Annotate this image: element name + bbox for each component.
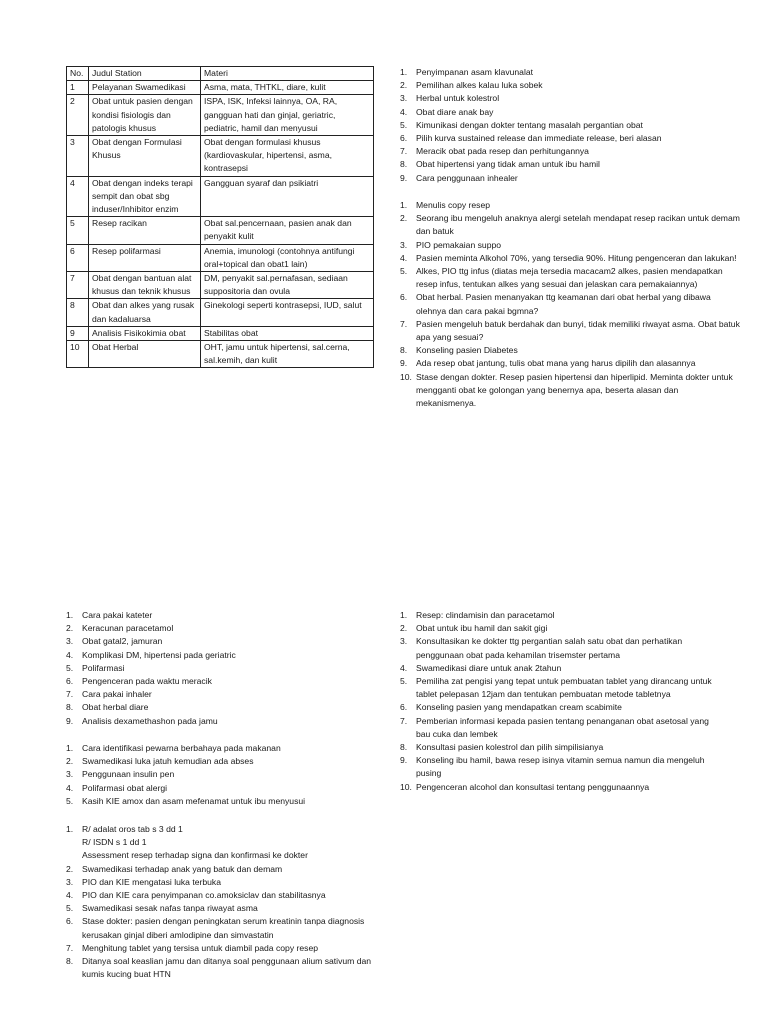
list-item-text: Pengenceran alcohol dan konsultasi tentang penggunaannya — [416, 781, 650, 792]
cell-no: 9 — [67, 326, 89, 340]
cell-judul-station: Obat dengan bantuan alat khusus dan teknik khusus — [89, 272, 201, 299]
list-item-text: Keracunan paracetamol — [82, 623, 174, 634]
list-item-number: 2. — [66, 756, 74, 767]
list-item-number: 9. — [400, 172, 408, 183]
list-item — [66, 955, 376, 981]
list-item-number: 6. — [400, 702, 408, 713]
list-item — [66, 649, 376, 662]
list-item-number: 4. — [400, 252, 408, 263]
list-item-text: Obat untuk ibu hamil dan sakit gigi — [416, 623, 548, 634]
list-item — [400, 635, 720, 661]
list-item-number: 2. — [400, 623, 408, 634]
list-item-number: 3. — [400, 93, 408, 104]
list-item-text: Konseling ibu hamil, bawa resep isinya vitamin semua namun dia mengeluh pusing — [416, 755, 705, 779]
list-item — [400, 741, 720, 754]
list-item-text: Komplikasi DM, hipertensi pada geriatric — [82, 649, 236, 660]
cell-no: 4 — [67, 176, 89, 217]
table-row — [67, 272, 374, 299]
table-body — [67, 81, 374, 368]
list-item — [400, 609, 720, 622]
list-item — [66, 675, 376, 688]
table-header-row — [67, 67, 374, 81]
list-item-text: Herbal untuk kolestrol — [416, 93, 500, 104]
list-item — [400, 344, 740, 357]
list-item — [66, 688, 376, 701]
list-item-number: 9. — [400, 755, 408, 766]
list-item-number: 3. — [66, 769, 74, 780]
list-item — [400, 662, 720, 675]
list-item-text: PIO dan KIE cara penyimpanan co.amoksiclav dan stabilitasnya — [82, 890, 326, 901]
header-judul-station: Judul Station — [89, 67, 201, 81]
list-item-number: 8. — [66, 956, 74, 967]
cell-no: 3 — [67, 136, 89, 177]
list-item — [66, 742, 376, 755]
list-item — [66, 889, 376, 902]
prescription-line-2: R/ ISDN s 1 dd 1 — [82, 837, 147, 848]
list-item — [400, 79, 740, 92]
list-item-number: 10. — [400, 781, 412, 792]
cell-judul-station: Resep polifarmasi — [89, 244, 201, 271]
list-item-number: 5. — [66, 903, 74, 914]
table-row — [67, 326, 374, 340]
list-item-text: Alkes, PIO ttg infus (diatas meja tersedia macacam2 alkes, pasien mendapatkan resep infus, tentukan alkes yang sesuai dan jelaskan cara pemakaiannya) — [416, 266, 723, 290]
list-item — [400, 265, 740, 291]
list-item-text: Pasien mengeluh batuk berdahak dan bunyi, tidak memiliki riwayat asma. Obat batuk apa yang sesuai? — [416, 318, 740, 343]
list-item-text: Cara pakai kateter — [82, 610, 153, 620]
list-item-text: Swamedikasi diare untuk anak 2tahun — [416, 662, 562, 673]
list-item — [400, 781, 720, 794]
cell-judul-station: Obat dengan indeks terapi sempit dan obat sbg induser/Inhibitor enzim — [89, 176, 201, 217]
list-item-text: Konseling pasien Diabetes — [416, 345, 518, 356]
list-item — [400, 199, 740, 212]
cell-materi: Asma, mata, THTKL, diare, kulit — [201, 81, 374, 95]
list-item — [400, 145, 740, 158]
list-item-number: 5. — [66, 662, 74, 673]
cell-judul-station: Resep racikan — [89, 217, 201, 244]
list-item-number: 1. — [400, 67, 408, 77]
list-item-number: 2. — [66, 863, 74, 874]
list-item-text: Swamedikasi luka jatuh kemudian ada abses — [82, 756, 254, 767]
list-item-number: 8. — [400, 345, 408, 356]
list-item-text: Swamedikasi sesak nafas tanpa riwayat asma — [82, 903, 258, 914]
station-table — [66, 66, 374, 368]
list-item-text: Stase dokter: pasien dengan peningkatan serum kreatinin tanpa diagnosis kerusakan ginjal diberi amlodipine dan simvastatin — [82, 916, 365, 940]
cell-materi: OHT, jamu untuk hipertensi, sal.cerna, sal.kemih, dan kulit — [201, 341, 374, 368]
list-item — [66, 701, 376, 714]
cell-judul-station: Obat untuk pasien dengan kondisi fisiologis dan patologis khusus — [89, 95, 201, 136]
list-item — [66, 768, 376, 781]
list-item-number: 5. — [400, 676, 408, 687]
list-item-text: Cara identifikasi pewarna berbahaya pada makanan — [82, 743, 281, 753]
cell-materi: ISPA, ISK, Infeksi lainnya, OA, RA, gangguan hati dan ginjal, geriatric, pediatric, hamil dan menyusui — [201, 95, 374, 136]
list-item-text: Obat gatal2, jamuran — [82, 636, 163, 647]
list-item — [66, 662, 376, 675]
list-item — [66, 902, 376, 915]
table-row — [67, 81, 374, 95]
list-item-number: 3. — [400, 239, 408, 250]
list-item — [66, 609, 376, 622]
list-item — [66, 876, 376, 889]
list-item-text: Pilih kurva sustained release dan immediate release, beri alasan — [416, 133, 662, 144]
list-item-number: 5. — [66, 795, 74, 806]
cell-judul-station: Obat dan alkes yang rusak dan kadaluarsa — [89, 299, 201, 326]
list-item-number: 1. — [66, 824, 74, 834]
list-item-text: Analisis dexamethashon pada jamu — [82, 715, 218, 726]
list-item-number: 1. — [400, 200, 408, 210]
list-item-number: 2. — [400, 213, 408, 224]
list-item-text: Ada resep obat jantung, tulis obat mana yang harus dipilih dan alasannya — [416, 358, 696, 369]
question-list-a — [400, 66, 740, 185]
list-item-text: Pemiliha zat pengisi yang tepat untuk pembuatan tablet yang dirancang untuk tablet pelepasan 12jam dan tentukan pembuatan metode tabletnya — [416, 676, 712, 700]
table-row — [67, 341, 374, 368]
list-item-text: PIO dan KIE mengatasi luka terbuka — [82, 876, 222, 887]
question-list-c — [66, 609, 376, 728]
list-item — [66, 795, 376, 808]
list-item — [400, 106, 740, 119]
list-item-text: Meracik obat pada resep dan perhitungannya — [416, 146, 589, 157]
cell-materi: Obat sal.pencernaan, pasien anak dan penyakit kulit — [201, 217, 374, 244]
list-item-number: 6. — [400, 292, 408, 303]
list-item — [66, 915, 376, 941]
list-item-number: 8. — [66, 702, 74, 713]
table-row — [67, 176, 374, 217]
list-item — [66, 823, 376, 863]
list-item — [400, 132, 740, 145]
list-item-number: 5. — [400, 266, 408, 277]
list-item-text: Menulis copy resep — [416, 200, 491, 210]
list-item — [400, 371, 740, 411]
cell-judul-station: Pelayanan Swamedikasi — [89, 81, 201, 95]
list-item-text: Menghitung tablet yang tersisa untuk diambil pada copy resep — [82, 942, 318, 953]
list-item-number: 6. — [400, 133, 408, 144]
list-item — [400, 291, 740, 317]
list-item-number: 7. — [66, 942, 74, 953]
list-item-number: 7. — [400, 318, 408, 329]
list-item — [400, 252, 740, 265]
list-item — [400, 754, 720, 780]
list-item — [400, 357, 740, 370]
list-item-text: Seorang ibu mengeluh anaknya alergi setelah mendapat resep racikan untuk demam dan batuk — [416, 213, 740, 237]
list-item — [66, 622, 376, 635]
list-item-number: 7. — [400, 715, 408, 726]
list-item-number: 8. — [400, 159, 408, 170]
list-item-number: 2. — [66, 623, 74, 634]
list-item-text: Pengenceran pada waktu meracik — [82, 676, 212, 687]
list-item-text: Konsultasikan ke dokter ttg pergantian salah satu obat dan perhatikan penggunaan obat pada kehamilan trisemster pertama — [416, 636, 683, 660]
list-item-number: 10. — [400, 371, 412, 382]
list-item-number: 4. — [400, 662, 408, 673]
table-row — [67, 244, 374, 271]
list-item — [400, 701, 720, 714]
list-item-number: 8. — [400, 742, 408, 753]
list-item — [66, 863, 376, 876]
prescription-line-3: Assessment resep terhadap signa dan konfirmasi ke dokter — [82, 850, 308, 861]
list-item-number: 7. — [400, 146, 408, 157]
list-item — [400, 239, 740, 252]
list-item-text: Konseling pasien yang mendapatkan cream scabimite — [416, 702, 622, 713]
list-item-number: 4. — [400, 106, 408, 117]
list-item — [400, 92, 740, 105]
list-item-text: Kimunikasi dengan dokter tentang masalah pergantian obat — [416, 119, 643, 130]
list-item — [66, 942, 376, 955]
list-item-text: Ditanya soal keaslian jamu dan ditanya soal penggunaan alium sativum dan kumis kucing buat HTN — [82, 956, 372, 980]
list-item-text: Pasien meminta Alkohol 70%, yang tersedia 90%. Hitung pengenceran dan lakukan! — [416, 252, 737, 263]
list-item-number: 3. — [66, 876, 74, 887]
cell-no: 2 — [67, 95, 89, 136]
list-item-number: 4. — [66, 649, 74, 660]
list-item-number: 5. — [400, 119, 408, 130]
table-row — [67, 217, 374, 244]
list-item-number: 1. — [66, 610, 74, 620]
list-item — [400, 158, 740, 171]
list-item-text: Obat hipertensi yang tidak aman untuk ibu hamil — [416, 159, 600, 170]
list-item-text: PIO pemakaian suppo — [416, 239, 502, 250]
list-item-number: 1. — [66, 743, 74, 753]
list-item-text: Resep: clindamisin dan paracetamol — [416, 610, 555, 620]
list-item — [400, 675, 720, 701]
list-item-number: 9. — [400, 358, 408, 369]
cell-no: 8 — [67, 299, 89, 326]
list-item-number: 9. — [66, 715, 74, 726]
list-item-number: 6. — [66, 916, 74, 927]
list-item — [66, 635, 376, 648]
cell-materi: DM, penyakit sal.pernafasan, sediaan suppositoria dan ovula — [201, 272, 374, 299]
list-item — [400, 119, 740, 132]
table-row — [67, 299, 374, 326]
list-item — [400, 172, 740, 185]
list-item-number: 3. — [400, 636, 408, 647]
list-item-text: Polifarmasi obat alergi — [82, 782, 168, 793]
list-item-number: 7. — [66, 689, 74, 700]
list-item — [66, 782, 376, 795]
header-materi: Materi — [201, 67, 374, 81]
list-item-number: 3. — [66, 636, 74, 647]
prescription-line-1: R/ adalat oros tab s 3 dd 1 — [82, 824, 183, 834]
list-item-text: Stase dengan dokter. Resep pasien hipertensi dan hiperlipid. Meminta dokter untuk mengganti obat ke golongan yang benernya apa, beserta alasan dan mekanismenya. — [416, 371, 733, 409]
cell-no: 7 — [67, 272, 89, 299]
cell-judul-station: Obat Herbal — [89, 341, 201, 368]
list-item-number: 2. — [400, 80, 408, 91]
list-item-number: 4. — [66, 890, 74, 901]
list-item-number: 1. — [400, 610, 408, 620]
list-item-text: Polifarmasi — [82, 662, 125, 673]
list-item-text: Swamedikasi terhadap anak yang batuk dan demam — [82, 863, 283, 874]
list-item-text: Pemilihan alkes kalau luka sobek — [416, 80, 543, 91]
list-item-number: 4. — [66, 782, 74, 793]
list-item-text: Kasih KIE amox dan asam mefenamat untuk ibu menyusui — [82, 795, 306, 806]
cell-materi: Gangguan syaraf dan psikiatri — [201, 176, 374, 217]
list-item-text: Penggunaan insulin pen — [82, 769, 175, 780]
cell-no: 10 — [67, 341, 89, 368]
list-item-text: Cara penggunaan inhealer — [416, 172, 518, 183]
list-item-text: Pemberian informasi kepada pasien tentang penanganan obat asetosal yang bau cuka dan lembek — [416, 715, 709, 739]
list-item-text: Penyimpanan asam klavunalat — [416, 67, 534, 77]
list-item — [400, 212, 740, 238]
cell-no: 1 — [67, 81, 89, 95]
cell-judul-station: Analisis Fisikokimia obat — [89, 326, 201, 340]
list-item — [400, 715, 720, 741]
list-item-text: Obat herbal. Pasien menanyakan ttg keamanan dari obat herbal yang dibawa olehnya dan cara pakai bgmna? — [416, 292, 711, 316]
cell-materi: Anemia, imunologi (contohnya antifungi oral+topical dan obat1 lain) — [201, 244, 374, 271]
list-item — [66, 715, 376, 728]
list-item-text: Obat herbal diare — [82, 702, 149, 713]
list-item-text: Obat diare anak bay — [416, 106, 494, 117]
list-item-number: 6. — [66, 676, 74, 687]
cell-materi: Obat dengan formulasi khusus (kardiovaskular, hipertensi, asma, kontrasepsi — [201, 136, 374, 177]
cell-no: 6 — [67, 244, 89, 271]
table-row — [67, 95, 374, 136]
table-row — [67, 136, 374, 177]
list-item — [400, 622, 720, 635]
list-item — [400, 318, 740, 344]
list-item-text: Cara pakai inhaler — [82, 689, 152, 700]
question-list-e — [66, 823, 376, 981]
question-list-f — [400, 609, 720, 794]
cell-judul-station: Obat dengan Formulasi Khusus — [89, 136, 201, 177]
list-item-text: Konsultasi pasien kolestrol dan pilih simpilisianya — [416, 742, 604, 753]
cell-materi: Ginekologi seperti kontrasepsi, IUD, salut — [201, 299, 374, 326]
cell-no: 5 — [67, 217, 89, 244]
header-no: No. — [67, 67, 89, 81]
list-item — [66, 755, 376, 768]
list-item — [400, 66, 740, 79]
question-list-d — [66, 742, 376, 808]
cell-materi: Stabilitas obat — [201, 326, 374, 340]
question-list-b — [400, 199, 740, 410]
